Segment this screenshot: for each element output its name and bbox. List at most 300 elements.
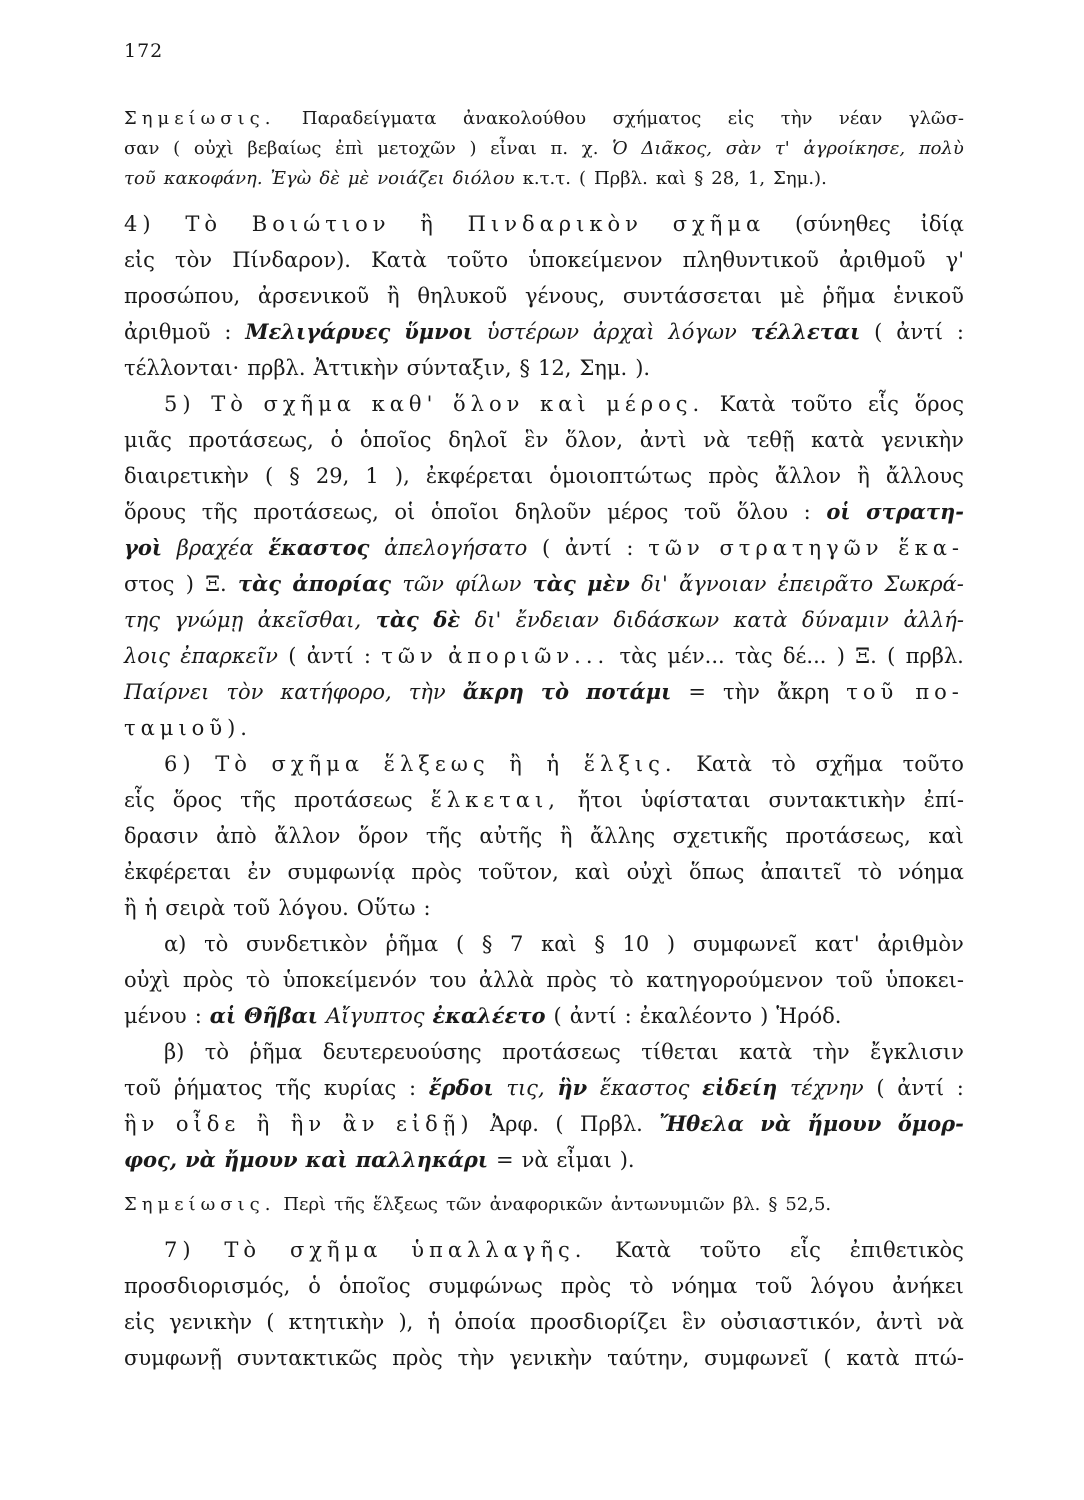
text-line [124, 818, 964, 854]
word: συμφωνεῖ [692, 932, 798, 956]
word: ἢ [256, 1112, 275, 1136]
word: εἷς [789, 1238, 821, 1262]
word: οὐχὶ [193, 138, 234, 159]
word: ) [469, 138, 477, 159]
word: τοῦτο [791, 392, 853, 416]
word: Σωκρά- [884, 572, 964, 596]
word: τὴν [722, 680, 760, 704]
word: ἀριθμὸν [877, 932, 964, 956]
word: νόημα [898, 860, 964, 884]
word: τὸ [540, 679, 570, 704]
word: : [803, 500, 811, 524]
word: ἄκρη [462, 679, 524, 704]
word: ἀπορίας [292, 571, 392, 596]
word: φίλων [455, 572, 522, 596]
word: λοις [124, 644, 170, 668]
word: Κατὰ [719, 392, 776, 416]
word: καὶ [655, 168, 687, 189]
word: ὄμορ- [897, 1111, 964, 1136]
word: μετοχῶν [377, 138, 456, 159]
paragraph-gap [124, 1178, 964, 1190]
word: ῥῆμα [249, 1040, 303, 1064]
word: προτάσεως, [253, 500, 379, 524]
word: Κατὰ [696, 752, 752, 776]
word: τίθεται [641, 1040, 719, 1064]
word: Ἀρφ. [490, 1112, 539, 1136]
word: οἱ [826, 499, 851, 524]
word: ὑπαλλαγῆς. [411, 1238, 587, 1262]
word: : [363, 644, 371, 668]
word: ἐκφέρεται [425, 464, 534, 488]
word: οὐχὶ [626, 860, 673, 884]
word: σὰν [725, 138, 762, 159]
word: ὕμνοι [404, 319, 473, 344]
word: Σημ. [579, 356, 628, 380]
word: Παραδείγματα [301, 108, 437, 129]
word: δι' [641, 572, 668, 596]
word: τοῦ [846, 680, 899, 704]
word: τῶν [402, 572, 444, 596]
word: βλ. [732, 1194, 761, 1215]
word: ἕκα- [898, 536, 964, 560]
word: ὁποῖος [338, 1274, 411, 1298]
word: τὸ [857, 860, 883, 884]
word: ( [887, 644, 896, 668]
text-line [124, 530, 964, 566]
word: δέ... [782, 644, 827, 668]
word: ἄλλης [589, 824, 656, 848]
text-line [124, 1142, 964, 1178]
word: τοῦ [683, 500, 722, 524]
word: Πινδαρικὸν [467, 212, 643, 236]
word: στρατη- [866, 499, 964, 524]
word: πληθυντικοῦ [682, 248, 819, 272]
word: ἀπαιτεῖ [760, 860, 842, 884]
word: τοῦ [755, 1274, 793, 1298]
word: ὑποκει- [885, 968, 964, 992]
word: ὁποῖος [359, 428, 432, 452]
word: προσδιορίζει [530, 1310, 668, 1334]
word: σειρὰ [165, 896, 226, 920]
word: ( [173, 138, 181, 159]
word: 52,5. [785, 1194, 832, 1215]
word: Ὁ [612, 138, 628, 159]
word: ἐπί- [923, 788, 964, 812]
word: τὸ [204, 932, 229, 956]
word: οὐχὶ [124, 968, 171, 992]
word: ἢ [509, 752, 527, 776]
word: ὁ [308, 1274, 321, 1298]
word: : [956, 1076, 964, 1100]
word: νέαν [838, 108, 883, 129]
word: Θῆβαι [244, 1003, 318, 1028]
text-line [124, 1268, 964, 1304]
word: Ἐγὼ [270, 168, 312, 189]
word: ( [264, 464, 274, 488]
word: ἀλλὰ [478, 968, 534, 992]
word: ὅλον, [565, 428, 624, 452]
word: συμφωνεῖ [704, 1346, 809, 1370]
word: Κατὰ [371, 248, 427, 272]
word: § [768, 1194, 778, 1215]
word: ἔγκλισιν [870, 1040, 964, 1064]
word: Ξ. [205, 572, 227, 596]
word: του [429, 968, 467, 992]
word: τὸ [245, 968, 271, 992]
word: δευτερευούσης [322, 1040, 482, 1064]
text-line [124, 710, 964, 746]
word: Ἤθελα [659, 1111, 744, 1136]
word: οἱ [394, 500, 416, 524]
text-line [124, 1190, 964, 1220]
word: διδάσκων [613, 608, 720, 632]
word: ἀνακολούθου [462, 108, 587, 129]
word: Βοιώτιον [251, 212, 391, 236]
word: ἕλξεως [383, 752, 490, 776]
word: α) [164, 932, 187, 956]
word: ὅρος [172, 788, 223, 812]
text-line [124, 206, 964, 242]
text-line [124, 494, 964, 530]
word: δύναμιν [801, 608, 889, 632]
word: § [694, 168, 704, 189]
word: ἀκεῖσθαι, [257, 608, 362, 632]
word: ῥῆμα [822, 284, 876, 308]
word: γένους, [524, 284, 606, 308]
word: συντακτικῶς [236, 1346, 378, 1370]
text-line [124, 638, 964, 674]
word: ( [578, 168, 586, 189]
word: μὲ [779, 284, 805, 308]
word: Κατὰ [615, 1238, 671, 1262]
word: ὅρους [124, 500, 187, 524]
word: Τὸ [224, 1238, 262, 1262]
word: Τὸ [185, 212, 222, 236]
word: ἡ [546, 752, 565, 776]
word: τοῦ [124, 1076, 162, 1100]
word: ἕλξις. [583, 752, 677, 776]
word: σχῆμα [672, 212, 766, 236]
word: τις, [506, 1076, 545, 1100]
word: πτώ- [914, 1346, 964, 1370]
word: γενικὴν [169, 1310, 252, 1334]
word: γλῶσ- [908, 108, 964, 129]
word: Τὸ [215, 752, 252, 776]
word: § [594, 932, 605, 956]
word: ἢ [386, 284, 400, 308]
word: τοῦ [124, 168, 156, 189]
word: 28, [711, 168, 740, 189]
word: ἀριθμοῦ [839, 248, 926, 272]
word: ἀναφορικῶν [489, 1194, 603, 1215]
word: συμφωνῇ [124, 1346, 222, 1370]
word: κατὰ [846, 1346, 900, 1370]
word: : [626, 536, 634, 560]
word: Οὕτω [356, 896, 416, 920]
word: : [956, 320, 964, 344]
word: βεβαίως [247, 138, 322, 159]
word: κτητικὴν [288, 1310, 385, 1334]
word: ἣν [124, 1112, 160, 1136]
word: = [495, 1148, 514, 1172]
word: πο- [915, 680, 964, 704]
word: ἐκαλέετο [432, 1003, 546, 1028]
word: μὲ [347, 168, 370, 189]
word: ἀπελογήσατο [384, 536, 528, 560]
word: τὴν [780, 108, 813, 129]
word: πρὸς [411, 860, 462, 884]
word: νόημα [671, 1274, 738, 1298]
word: καὶ [305, 1147, 348, 1172]
word: ῥῆμα [385, 932, 439, 956]
word: ἢ [857, 464, 870, 488]
word: ἤμουν [807, 1111, 882, 1136]
word: : [624, 1004, 632, 1028]
word: εἶναι [490, 138, 537, 159]
word: ). [635, 356, 651, 380]
word: σχῆμα [271, 752, 365, 776]
word: σχετικῆς [672, 824, 768, 848]
word: ἐπιθετικὸς [849, 1238, 964, 1262]
word: δρασιν [124, 824, 199, 848]
word: συντακτικὴν [768, 788, 906, 812]
word: κυρίας [323, 1076, 397, 1100]
word: : [423, 896, 431, 920]
word: ὑφίσταται [640, 788, 751, 812]
word: ἐπαρκεῖν [180, 644, 278, 668]
word: κατὰ [733, 608, 788, 632]
word: ἄκρη [777, 680, 830, 704]
word: ( [555, 1112, 564, 1136]
word: Αἴγυπτος [325, 1004, 425, 1028]
word: φος, [124, 1147, 178, 1172]
word: ἀντωνυμιῶν [610, 1194, 725, 1215]
word: εἰδείη [702, 1075, 778, 1100]
word: δηλοῦν [514, 500, 592, 524]
word: σχήματος [612, 108, 702, 129]
word: Σημείωσις. [124, 1194, 276, 1215]
word: ἔνδειαν [515, 608, 599, 632]
word: ὁμοιοπτώτως [549, 464, 693, 488]
word: § [519, 356, 531, 380]
word: σύνταξιν, [406, 356, 512, 380]
word: ). [619, 1148, 635, 1172]
word: ( [455, 932, 465, 956]
word: γνώμῃ [174, 608, 244, 632]
page-number: 172 [124, 40, 164, 62]
text-line [124, 566, 964, 602]
word: βραχέα [176, 536, 254, 560]
word: μὲν [587, 571, 630, 596]
word: ἄλλον [774, 464, 842, 488]
word: Σημ.). [773, 168, 827, 189]
word: πολὺ [918, 138, 964, 159]
word: μέν... [667, 644, 725, 668]
word: τῶν [648, 536, 705, 560]
word: τὴν [812, 1040, 850, 1064]
word: : [408, 1076, 417, 1100]
word: ἀρχαὶ [592, 320, 655, 344]
word: προσδιορισμός, [124, 1274, 291, 1298]
word: ἀλλή- [903, 608, 964, 632]
word: ἢ [559, 824, 573, 848]
word: μέρος [607, 500, 669, 524]
word: ἣν [290, 1112, 327, 1136]
word: ἑνικοῦ [893, 284, 964, 308]
word: τὸν [175, 248, 213, 272]
word: π. [550, 138, 569, 159]
word: ἕλκεται, [430, 788, 560, 812]
word: Πρβλ. [593, 168, 648, 189]
word: ἀπὸ [216, 824, 257, 848]
text-line [124, 962, 964, 998]
word: Πρβλ. [580, 1112, 643, 1136]
word: πρβλ. [905, 644, 964, 668]
word: Σημείωσις. [124, 108, 276, 129]
word: πρὸς [546, 968, 597, 992]
word: τὰς [532, 571, 576, 596]
word: τέλλεται [750, 319, 861, 344]
text-line [124, 782, 964, 818]
word: κατήφορο, [280, 680, 392, 704]
text-line [124, 458, 964, 494]
word: ἀντὶ [876, 1310, 923, 1334]
word: συμφώνως [428, 1274, 543, 1298]
word: ἤμουν [223, 1147, 298, 1172]
word: ὅρος [914, 392, 964, 416]
word: ἕκαστος [599, 1076, 690, 1100]
word: ἀνήκει [892, 1274, 964, 1298]
word: ὅρον [357, 824, 409, 848]
word: νὰ [937, 1310, 964, 1334]
word: κ.τ.τ. [522, 168, 571, 189]
word: ἰδίᾳ [920, 212, 964, 236]
word: ἓν [681, 1310, 707, 1334]
word: δὲ [319, 168, 340, 189]
word: ἀντί [897, 1076, 945, 1100]
word: ὅπως [689, 860, 745, 884]
word: Ἀττικὴν [313, 356, 399, 380]
word: γενικὴν [509, 1346, 593, 1370]
word: τοῦτο [446, 248, 509, 272]
word: ἢ [124, 896, 137, 920]
word: τέλλονται· [124, 356, 240, 380]
word: ἤτοι [577, 788, 623, 812]
word: ἄγνοιαν [679, 572, 767, 596]
word: τοῦτον, [478, 860, 559, 884]
word: ἐκφέρεται [124, 860, 232, 884]
word: ἀντὶ [639, 428, 687, 452]
word: πρὸς [182, 968, 234, 992]
word: ), [394, 464, 410, 488]
word: γ' [945, 248, 964, 272]
word: ἀριθμοῦ [124, 320, 211, 344]
word: ἀρσενικοῦ [257, 284, 370, 308]
word: σαν [124, 138, 160, 159]
word: 29, [315, 464, 350, 488]
word: ( [541, 536, 551, 560]
text-line [124, 278, 964, 314]
word: ἔρδοι [428, 1075, 494, 1100]
word: τέχνην [789, 1076, 864, 1100]
text-line [124, 104, 964, 134]
word: Μελιγάρυες [245, 319, 391, 344]
word: τῆς [240, 788, 277, 812]
section-paragraph [124, 746, 964, 1178]
word: ὅλον [453, 392, 525, 416]
word: ( [288, 644, 297, 668]
word: καὶ [541, 932, 577, 956]
word: τοῦτο [902, 752, 964, 776]
word: τὸ [629, 1274, 654, 1298]
word: αἱ [209, 1003, 237, 1028]
word: μένου [124, 1004, 187, 1028]
text-line [124, 134, 964, 164]
text-line [124, 998, 964, 1034]
word: Παίρνει [124, 680, 210, 704]
text-line [124, 890, 964, 926]
word: ὁποία [454, 1310, 516, 1334]
word: νὰ [760, 1111, 792, 1136]
word: 12, [538, 356, 572, 380]
word: σχῆμα [815, 752, 883, 776]
word: δὲ [433, 607, 461, 632]
word: ἡ [427, 1310, 441, 1334]
word: 1 [365, 464, 379, 488]
word: διαιρετικὴν [124, 464, 249, 488]
word: ἐκαλέοντο [639, 1004, 753, 1028]
word: συνδετικὸν [246, 932, 368, 956]
word: ἢ [420, 212, 438, 236]
page-text [124, 104, 964, 1376]
word: ), [398, 1310, 414, 1334]
word: πρβλ. [247, 356, 306, 380]
word: τὴν [408, 680, 446, 704]
word: τῆς [334, 1194, 365, 1215]
word: β) [164, 1040, 185, 1064]
word: τῆς [425, 824, 462, 848]
word: § [481, 932, 493, 956]
text-line [124, 1034, 964, 1070]
word: 5) [164, 392, 196, 416]
word: Ξ. [855, 644, 877, 668]
word: χ. [581, 138, 599, 159]
word: ( [876, 1076, 885, 1100]
word: 10 [622, 932, 650, 956]
paragraph-gap [124, 194, 964, 206]
word: τεθῇ [746, 428, 795, 452]
word: ἡ [144, 896, 158, 920]
section-paragraph [124, 206, 964, 386]
word: λόγου. [278, 896, 349, 920]
word: εἷς [868, 392, 899, 416]
word: § [289, 464, 300, 488]
word: πρὸς [708, 464, 759, 488]
word: οἶδε [175, 1112, 241, 1136]
word: τῆς [275, 1076, 312, 1100]
word: ἣν [557, 1075, 588, 1100]
word: ἀντί [896, 320, 944, 344]
paragraph-gap [124, 1220, 964, 1232]
word: ( [823, 1346, 832, 1370]
word: εἰς [124, 1310, 155, 1334]
word: : [194, 1004, 202, 1028]
word: κακοφάνη. [163, 168, 263, 189]
word: Ἡρόδ. [776, 1004, 842, 1028]
word: λόγου [810, 1274, 875, 1298]
word: 7 [510, 932, 524, 956]
word: καθ' [371, 392, 438, 416]
